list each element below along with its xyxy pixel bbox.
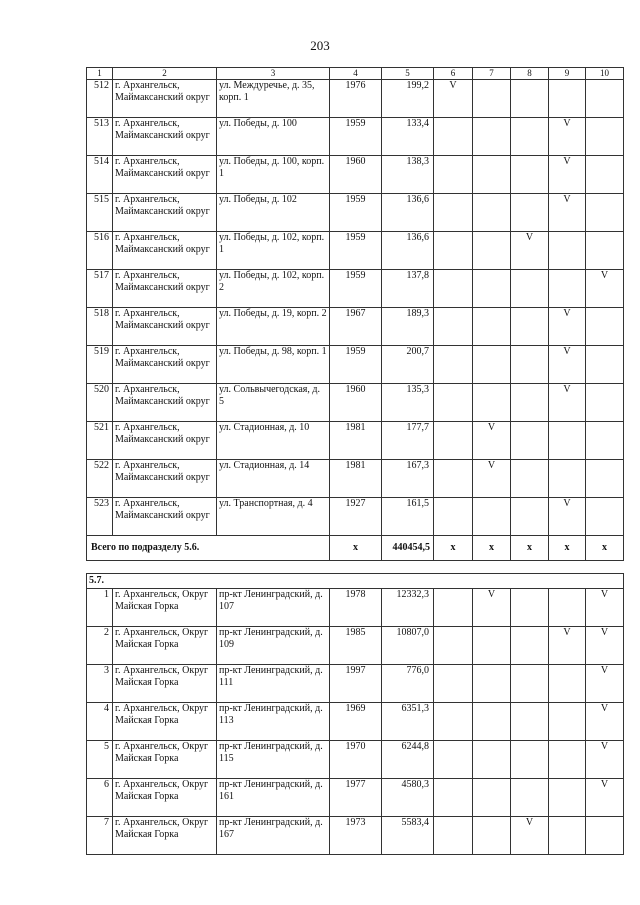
mark-cell — [473, 665, 511, 703]
value-cell: 135,3 — [382, 384, 434, 422]
district-cell: г. Архангельск, Округ Майская Горка — [113, 741, 217, 779]
mark-cell: V — [549, 194, 586, 232]
column-header: 4 — [330, 68, 382, 80]
row-number: 522 — [87, 460, 113, 498]
subtotal-row — [87, 536, 624, 561]
mark-cell — [434, 232, 473, 270]
mark-cell — [473, 232, 511, 270]
table-row — [87, 741, 624, 779]
value-cell: 138,3 — [382, 156, 434, 194]
spacer-cell — [87, 561, 624, 574]
row-number: 514 — [87, 156, 113, 194]
row-number: 4 — [87, 703, 113, 741]
column-header: 7 — [473, 68, 511, 80]
district-cell: г. Архангельск, Маймаксанский округ — [113, 308, 217, 346]
column-header: 6 — [434, 68, 473, 80]
table-row — [87, 779, 624, 817]
mark-cell: V — [549, 308, 586, 346]
year-cell: 1969 — [330, 703, 382, 741]
year-cell: 1985 — [330, 627, 382, 665]
mark-cell — [434, 703, 473, 741]
mark-cell — [511, 80, 549, 118]
address-cell: ул. Сольвычегодская, д. 5 — [217, 384, 330, 422]
value-cell: 136,6 — [382, 232, 434, 270]
mark-cell — [473, 741, 511, 779]
year-cell: 1970 — [330, 741, 382, 779]
table-row — [87, 156, 624, 194]
mark-cell — [434, 498, 473, 536]
mark-cell: V — [549, 498, 586, 536]
mark-cell — [511, 308, 549, 346]
spacer-row — [87, 561, 624, 574]
table-row — [87, 498, 624, 536]
table-row — [87, 118, 624, 156]
value-cell: 10807,0 — [382, 627, 434, 665]
table-row — [87, 346, 624, 384]
value-cell: 4580,3 — [382, 779, 434, 817]
mark-cell — [511, 270, 549, 308]
mark-cell: V — [586, 665, 624, 703]
mark-cell — [511, 498, 549, 536]
district-cell: г. Архангельск, Маймаксанский округ — [113, 270, 217, 308]
mark-cell — [434, 308, 473, 346]
year-cell: 1927 — [330, 498, 382, 536]
mark-cell — [473, 308, 511, 346]
mark-cell — [434, 346, 473, 384]
mark-cell: V — [549, 156, 586, 194]
mark-cell — [473, 270, 511, 308]
page-number: 203 — [310, 38, 330, 53]
mark-cell: V — [586, 589, 624, 627]
section-heading-row — [87, 574, 624, 589]
mark-cell — [549, 80, 586, 118]
row-number: 512 — [87, 80, 113, 118]
mark-cell: V — [549, 627, 586, 665]
mark-cell — [473, 498, 511, 536]
subtotal-mark: х — [586, 536, 624, 561]
mark-cell — [473, 627, 511, 665]
mark-cell — [434, 460, 473, 498]
mark-cell — [511, 156, 549, 194]
mark-cell: V — [511, 817, 549, 855]
column-header: 2 — [113, 68, 217, 80]
year-cell: 1959 — [330, 194, 382, 232]
year-cell: 1978 — [330, 589, 382, 627]
district-cell: г. Архангельск, Маймаксанский округ — [113, 422, 217, 460]
year-cell: 1973 — [330, 817, 382, 855]
mark-cell — [549, 703, 586, 741]
subtotal-label: Всего по подразделу 5.6. — [87, 536, 330, 561]
district-cell: г. Архангельск, Округ Майская Горка — [113, 817, 217, 855]
mark-cell — [549, 665, 586, 703]
address-cell: пр-кт Ленинградский, д. 115 — [217, 741, 330, 779]
mark-cell — [549, 741, 586, 779]
mark-cell — [434, 156, 473, 194]
value-cell: 776,0 — [382, 665, 434, 703]
district-cell: г. Архангельск, Маймаксанский округ — [113, 384, 217, 422]
mark-cell — [473, 346, 511, 384]
mark-cell — [586, 346, 624, 384]
mark-cell — [511, 741, 549, 779]
column-header: 8 — [511, 68, 549, 80]
value-cell: 5583,4 — [382, 817, 434, 855]
housing-table — [86, 67, 624, 855]
row-number: 519 — [87, 346, 113, 384]
value-cell: 189,3 — [382, 308, 434, 346]
mark-cell — [586, 422, 624, 460]
value-cell: 6351,3 — [382, 703, 434, 741]
mark-cell — [586, 817, 624, 855]
table-row — [87, 194, 624, 232]
mark-cell — [473, 156, 511, 194]
mark-cell — [586, 80, 624, 118]
column-header: 1 — [87, 68, 113, 80]
subtotal-mark: х — [549, 536, 586, 561]
mark-cell — [473, 384, 511, 422]
year-cell: 1981 — [330, 422, 382, 460]
table-row — [87, 665, 624, 703]
address-cell: пр-кт Ленинградский, д. 109 — [217, 627, 330, 665]
mark-cell — [473, 779, 511, 817]
subtotal-mark: х — [434, 536, 473, 561]
address-cell: пр-кт Ленинградский, д. 111 — [217, 665, 330, 703]
value-cell: 133,4 — [382, 118, 434, 156]
subtotal-cell: х — [330, 536, 382, 561]
mark-cell — [434, 384, 473, 422]
mark-cell — [549, 270, 586, 308]
column-header: 3 — [217, 68, 330, 80]
mark-cell — [586, 308, 624, 346]
year-cell: 1960 — [330, 384, 382, 422]
mark-cell — [511, 703, 549, 741]
year-cell: 1960 — [330, 156, 382, 194]
district-cell: г. Архангельск, Округ Майская Горка — [113, 779, 217, 817]
value-cell: 199,2 — [382, 80, 434, 118]
address-cell: пр-кт Ленинградский, д. 107 — [217, 589, 330, 627]
district-cell: г. Архангельск, Маймаксанский округ — [113, 346, 217, 384]
district-cell: г. Архангельск, Маймаксанский округ — [113, 80, 217, 118]
value-cell: 161,5 — [382, 498, 434, 536]
mark-cell — [434, 665, 473, 703]
district-cell: г. Архангельск, Округ Майская Горка — [113, 665, 217, 703]
row-number: 516 — [87, 232, 113, 270]
mark-cell — [511, 346, 549, 384]
column-number-row — [87, 68, 624, 80]
mark-cell — [473, 80, 511, 118]
mark-cell — [586, 498, 624, 536]
mark-cell — [586, 384, 624, 422]
table-row — [87, 422, 624, 460]
mark-cell: V — [586, 741, 624, 779]
value-cell: 137,8 — [382, 270, 434, 308]
address-cell: ул. Победы, д. 102, корп. 2 — [217, 270, 330, 308]
year-cell: 1959 — [330, 270, 382, 308]
subtotal-mark: х — [473, 536, 511, 561]
mark-cell — [586, 156, 624, 194]
table-row — [87, 589, 624, 627]
value-cell: 12332,3 — [382, 589, 434, 627]
address-cell: ул. Стадионная, д. 10 — [217, 422, 330, 460]
mark-cell: V — [549, 384, 586, 422]
mark-cell — [473, 817, 511, 855]
value-cell: 177,7 — [382, 422, 434, 460]
table-row — [87, 384, 624, 422]
column-header: 9 — [549, 68, 586, 80]
table-row — [87, 817, 624, 855]
district-cell: г. Архангельск, Маймаксанский округ — [113, 498, 217, 536]
row-number: 523 — [87, 498, 113, 536]
table-row — [87, 627, 624, 665]
mark-cell — [473, 703, 511, 741]
column-header: 5 — [382, 68, 434, 80]
mark-cell — [511, 779, 549, 817]
mark-cell: V — [586, 779, 624, 817]
mark-cell — [511, 627, 549, 665]
mark-cell — [549, 817, 586, 855]
mark-cell — [586, 460, 624, 498]
year-cell: 1976 — [330, 80, 382, 118]
column-header: 10 — [586, 68, 624, 80]
row-number: 521 — [87, 422, 113, 460]
mark-cell — [549, 779, 586, 817]
row-number: 1 — [87, 589, 113, 627]
mark-cell — [434, 194, 473, 232]
address-cell: ул. Победы, д. 19, корп. 2 — [217, 308, 330, 346]
row-number: 517 — [87, 270, 113, 308]
district-cell: г. Архангельск, Маймаксанский округ — [113, 232, 217, 270]
district-cell: г. Архангельск, Маймаксанский округ — [113, 118, 217, 156]
value-cell: 167,3 — [382, 460, 434, 498]
mark-cell — [434, 589, 473, 627]
mark-cell: V — [586, 703, 624, 741]
address-cell: ул. Междуречье, д. 35, корп. 1 — [217, 80, 330, 118]
year-cell: 1959 — [330, 118, 382, 156]
row-number: 7 — [87, 817, 113, 855]
year-cell: 1959 — [330, 232, 382, 270]
year-cell: 1967 — [330, 308, 382, 346]
mark-cell: V — [473, 422, 511, 460]
address-cell: пр-кт Ленинградский, д. 167 — [217, 817, 330, 855]
mark-cell — [586, 118, 624, 156]
table-row — [87, 232, 624, 270]
year-cell: 1959 — [330, 346, 382, 384]
value-cell: 200,7 — [382, 346, 434, 384]
section-title: 5.7. — [87, 574, 624, 589]
mark-cell: V — [473, 460, 511, 498]
district-cell: г. Архангельск, Округ Майская Горка — [113, 627, 217, 665]
mark-cell — [434, 741, 473, 779]
mark-cell: V — [434, 80, 473, 118]
district-cell: г. Архангельск, Округ Майская Горка — [113, 703, 217, 741]
mark-cell — [434, 270, 473, 308]
district-cell: г. Архангельск, Маймаксанский округ — [113, 194, 217, 232]
row-number: 6 — [87, 779, 113, 817]
district-cell: г. Архангельск, Округ Майская Горка — [113, 589, 217, 627]
mark-cell — [511, 665, 549, 703]
mark-cell — [434, 118, 473, 156]
address-cell: ул. Победы, д. 100 — [217, 118, 330, 156]
row-number: 518 — [87, 308, 113, 346]
mark-cell — [473, 194, 511, 232]
mark-cell — [434, 817, 473, 855]
mark-cell — [586, 232, 624, 270]
row-number: 5 — [87, 741, 113, 779]
mark-cell — [549, 460, 586, 498]
mark-cell — [511, 460, 549, 498]
year-cell: 1981 — [330, 460, 382, 498]
row-number: 513 — [87, 118, 113, 156]
mark-cell: V — [586, 627, 624, 665]
address-cell: ул. Победы, д. 102, корп. 1 — [217, 232, 330, 270]
row-number: 515 — [87, 194, 113, 232]
mark-cell: V — [511, 232, 549, 270]
district-cell: г. Архангельск, Маймаксанский округ — [113, 460, 217, 498]
mark-cell — [511, 384, 549, 422]
subtotal-mark: х — [511, 536, 549, 561]
mark-cell — [434, 779, 473, 817]
mark-cell — [434, 422, 473, 460]
address-cell: ул. Транспортная, д. 4 — [217, 498, 330, 536]
address-cell: ул. Стадионная, д. 14 — [217, 460, 330, 498]
address-cell: ул. Победы, д. 98, корп. 1 — [217, 346, 330, 384]
row-number: 3 — [87, 665, 113, 703]
mark-cell — [511, 194, 549, 232]
table-row — [87, 460, 624, 498]
mark-cell — [511, 589, 549, 627]
table-row — [87, 703, 624, 741]
subtotal-value: 440454,5 — [382, 536, 434, 561]
mark-cell — [586, 194, 624, 232]
mark-cell — [473, 118, 511, 156]
value-cell: 136,6 — [382, 194, 434, 232]
address-cell: пр-кт Ленинградский, д. 161 — [217, 779, 330, 817]
mark-cell — [511, 422, 549, 460]
address-cell: пр-кт Ленинградский, д. 113 — [217, 703, 330, 741]
mark-cell — [549, 422, 586, 460]
table-row — [87, 270, 624, 308]
address-cell: ул. Победы, д. 100, корп. 1 — [217, 156, 330, 194]
address-cell: ул. Победы, д. 102 — [217, 194, 330, 232]
value-cell: 6244,8 — [382, 741, 434, 779]
row-number: 2 — [87, 627, 113, 665]
year-cell: 1997 — [330, 665, 382, 703]
mark-cell: V — [549, 346, 586, 384]
row-number: 520 — [87, 384, 113, 422]
mark-cell — [549, 589, 586, 627]
table-row — [87, 80, 624, 118]
mark-cell — [434, 627, 473, 665]
mark-cell: V — [586, 270, 624, 308]
mark-cell — [549, 232, 586, 270]
mark-cell: V — [473, 589, 511, 627]
mark-cell — [511, 118, 549, 156]
year-cell: 1977 — [330, 779, 382, 817]
district-cell: г. Архангельск, Маймаксанский округ — [113, 156, 217, 194]
mark-cell: V — [549, 118, 586, 156]
table-row — [87, 308, 624, 346]
